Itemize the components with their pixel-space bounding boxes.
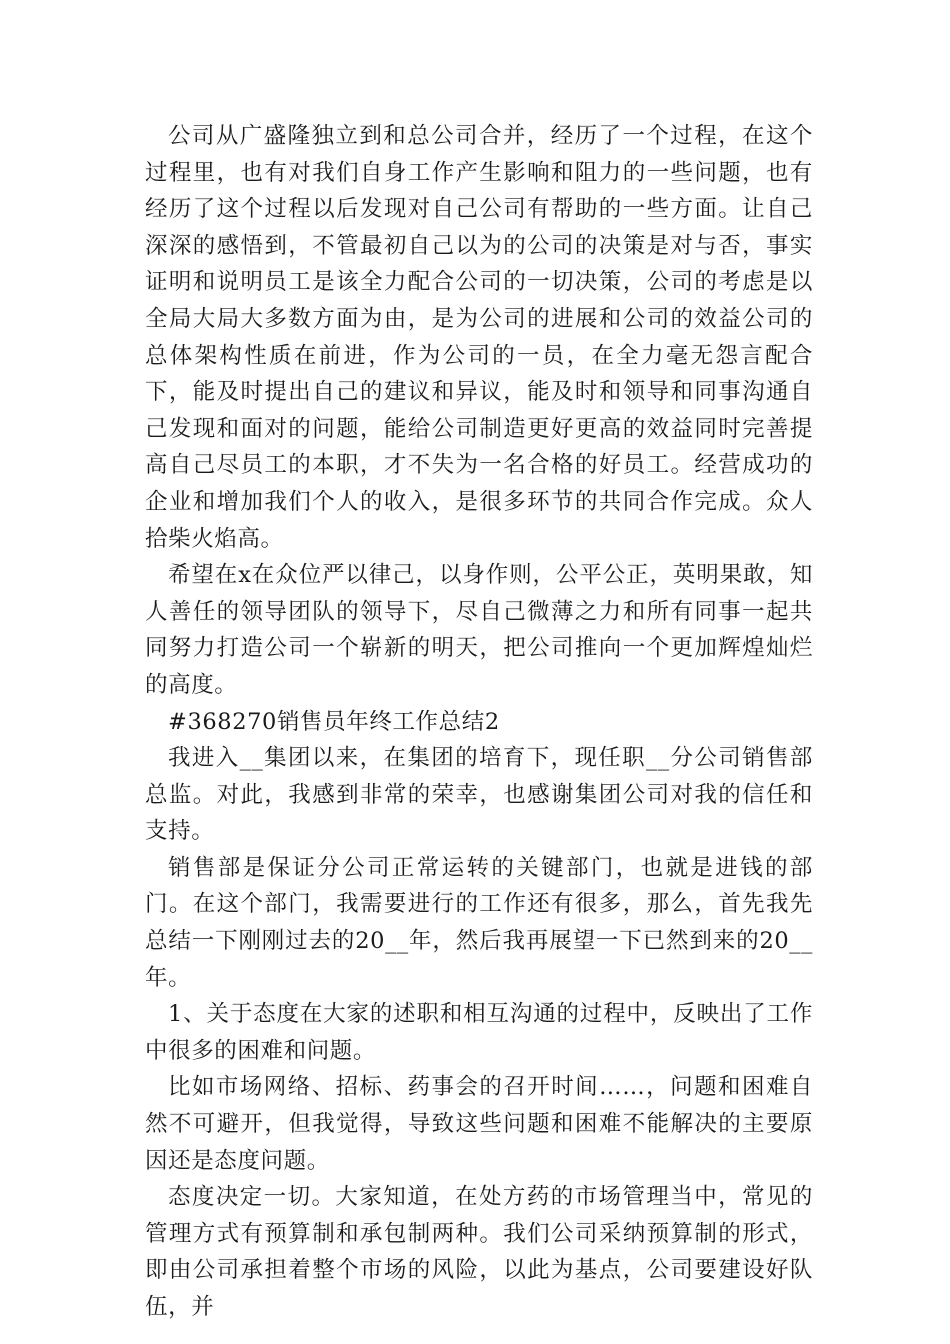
paragraph-hope: 希望在x在众位严以律己，以身作则，公平公正，英明果敢，知人善任的领导团队的领导下，尽自己微薄之力和所有同事一起共同努力打造公司一个崭新的明天，把公司推向一个更加辉煌灿烂的高度。 — [145, 562, 813, 698]
paragraph-attitude-decides: 态度决定一切。大家知道，在处方药的市场管理当中，常见的管理方式有预算制和承包制两种。我们公司采纳预算制的形式，即由公司承担着整个市场的风险，以此为基点，公司要建设好队伍，并 — [145, 1184, 813, 1320]
paragraph-company-merger: 公司从广盛隆独立到和总公司合并，经历了一个过程，在这个过程里，也有对我们自身工作产生影响和阻力的一些问题，也有经历了这个过程以后发现对自己公司有帮助的一些方面。让自己深深的感悟到，不管最初自己以为的公司的决策是对与否，事实证明和说明员工是该全力配合公司的一切决策，公司的考虑是以全局大局大多数方面为由，是为公司的进展和公司的效益公司的总体架构性质在前进，作为公司的一员，在全力毫无怨言配合下，能及时提出自己的建议和异议，能及时和领导和同事沟通自己发现和面对的问题，能给公司制造更好更高的效益同时完善提高自己尽员工的本职，才不失为一名合格的好员工。经营成功的企业和增加我们个人的收入，是很多环节的共同合作完成。众人拾柴火焰高。 — [145, 123, 813, 552]
paragraph-attitude-1: 1、关于态度在大家的述职和相互沟通的过程中，反映出了工作中很多的困难和问题。 — [145, 1001, 813, 1064]
paragraph-problems: 比如市场网络、招标、药事会的召开时间……，问题和困难自然不可避开，但我觉得，导致这些问题和困难不能解决的主要原因还是态度问题。 — [145, 1074, 813, 1174]
document-body — [145, 118, 813, 1326]
section-heading: #368270销售员年终工作总结2 — [168, 708, 500, 735]
paragraph-intro: 我进入__集团以来，在集团的培育下，现任职__分公司销售部总监。对此，我感到非常的荣幸，也感谢集团公司对我的信任和支持。 — [145, 745, 813, 845]
paragraph-sales-dept: 销售部是保证分公司正常运转的关键部门，也就是进钱的部门。在这个部门，我需要进行的工作还有很多，那么，首先我先总结一下刚刚过去的20__年，然后我再展望一下已然到来的20__年。 — [145, 854, 813, 991]
